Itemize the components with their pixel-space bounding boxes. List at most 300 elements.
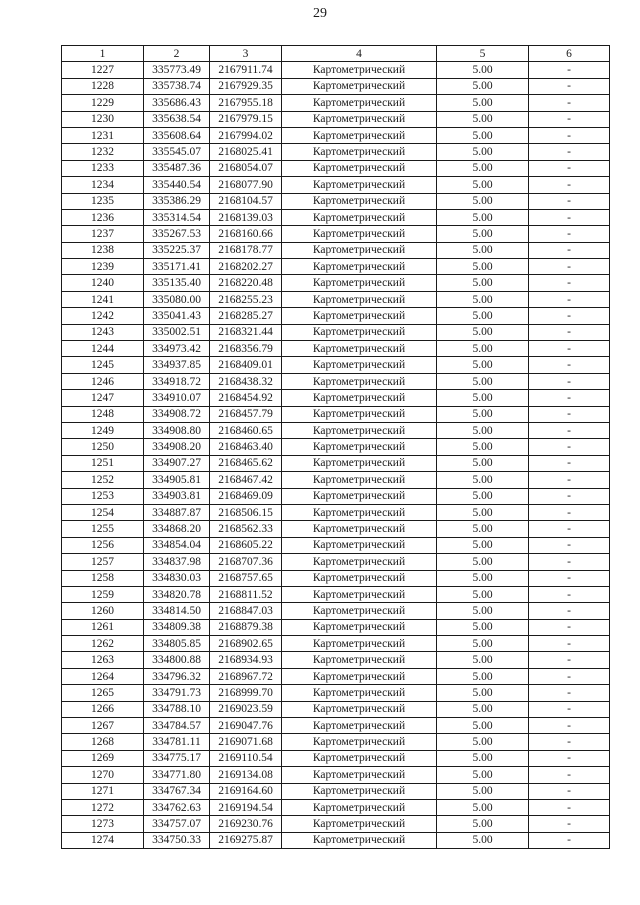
- table-row: [62, 455, 610, 471]
- coord-x-cell: 334809.38: [144, 619, 210, 635]
- coord-x-cell: 335267.53: [144, 226, 210, 242]
- coord-x-cell: 334908.20: [144, 439, 210, 455]
- coord-y-cell: 2168457.79: [210, 406, 282, 422]
- coord-y-cell: 2168934.93: [210, 652, 282, 668]
- note-cell: -: [529, 422, 610, 438]
- point-number-cell: 1238: [62, 242, 144, 258]
- accuracy-cell: 5.00: [437, 160, 529, 176]
- accuracy-cell: 5.00: [437, 685, 529, 701]
- table-row: [62, 177, 610, 193]
- method-cell: Картометрический: [282, 750, 437, 766]
- point-number-cell: 1252: [62, 472, 144, 488]
- point-number-cell: 1243: [62, 324, 144, 340]
- method-cell: Картометрический: [282, 341, 437, 357]
- method-cell: Картометрический: [282, 209, 437, 225]
- point-number-cell: 1240: [62, 275, 144, 291]
- accuracy-cell: 5.00: [437, 209, 529, 225]
- method-cell: Картометрический: [282, 193, 437, 209]
- point-number-cell: 1271: [62, 783, 144, 799]
- accuracy-cell: 5.00: [437, 390, 529, 406]
- point-number-cell: 1235: [62, 193, 144, 209]
- table-row: [62, 619, 610, 635]
- point-number-cell: 1269: [62, 750, 144, 766]
- accuracy-cell: 5.00: [437, 718, 529, 734]
- coord-y-cell: 2169164.60: [210, 783, 282, 799]
- table-row: [62, 259, 610, 275]
- note-cell: -: [529, 718, 610, 734]
- table-row: [62, 275, 610, 291]
- accuracy-cell: 5.00: [437, 570, 529, 586]
- table-row: [62, 308, 610, 324]
- point-number-cell: 1230: [62, 111, 144, 127]
- table-row: [62, 127, 610, 143]
- point-number-cell: 1261: [62, 619, 144, 635]
- point-number-cell: 1253: [62, 488, 144, 504]
- accuracy-cell: 5.00: [437, 127, 529, 143]
- point-number-cell: 1228: [62, 78, 144, 94]
- coord-y-cell: 2168999.70: [210, 685, 282, 701]
- method-cell: Картометрический: [282, 537, 437, 553]
- point-number-cell: 1229: [62, 95, 144, 111]
- accuracy-cell: 5.00: [437, 488, 529, 504]
- table-row: [62, 193, 610, 209]
- point-number-cell: 1268: [62, 734, 144, 750]
- point-number-cell: 1246: [62, 373, 144, 389]
- coord-y-cell: 2168178.77: [210, 242, 282, 258]
- table-row: [62, 603, 610, 619]
- coord-y-cell: 2169194.54: [210, 799, 282, 815]
- table-row: [62, 783, 610, 799]
- method-cell: Картометрический: [282, 422, 437, 438]
- coord-x-cell: 334820.78: [144, 586, 210, 602]
- accuracy-cell: 5.00: [437, 783, 529, 799]
- table-row: [62, 734, 610, 750]
- accuracy-cell: 5.00: [437, 619, 529, 635]
- point-number-cell: 1272: [62, 799, 144, 815]
- table-row: [62, 373, 610, 389]
- accuracy-cell: 5.00: [437, 439, 529, 455]
- accuracy-cell: 5.00: [437, 603, 529, 619]
- method-cell: Картометрический: [282, 144, 437, 160]
- coord-x-cell: 335041.43: [144, 308, 210, 324]
- method-cell: Картометрический: [282, 767, 437, 783]
- note-cell: -: [529, 537, 610, 553]
- coord-y-cell: 2169023.59: [210, 701, 282, 717]
- note-cell: -: [529, 816, 610, 832]
- note-cell: -: [529, 603, 610, 619]
- accuracy-cell: 5.00: [437, 586, 529, 602]
- coord-y-cell: 2168847.03: [210, 603, 282, 619]
- note-cell: -: [529, 177, 610, 193]
- method-cell: Картометрический: [282, 734, 437, 750]
- point-number-cell: 1249: [62, 422, 144, 438]
- note-cell: -: [529, 62, 610, 78]
- coord-x-cell: 334757.07: [144, 816, 210, 832]
- note-cell: -: [529, 406, 610, 422]
- method-cell: Картометрический: [282, 603, 437, 619]
- note-cell: -: [529, 750, 610, 766]
- coord-y-cell: 2169047.76: [210, 718, 282, 734]
- coord-x-cell: 334937.85: [144, 357, 210, 373]
- accuracy-cell: 5.00: [437, 193, 529, 209]
- method-cell: Картометрический: [282, 554, 437, 570]
- point-number-cell: 1239: [62, 259, 144, 275]
- method-cell: Картометрический: [282, 275, 437, 291]
- point-number-cell: 1256: [62, 537, 144, 553]
- point-number-cell: 1274: [62, 832, 144, 848]
- note-cell: -: [529, 209, 610, 225]
- note-cell: -: [529, 144, 610, 160]
- note-cell: -: [529, 488, 610, 504]
- table-row: [62, 341, 610, 357]
- method-cell: Картометрический: [282, 799, 437, 815]
- method-cell: Картометрический: [282, 816, 437, 832]
- point-number-cell: 1251: [62, 455, 144, 471]
- accuracy-cell: 5.00: [437, 95, 529, 111]
- point-number-cell: 1234: [62, 177, 144, 193]
- accuracy-cell: 5.00: [437, 832, 529, 848]
- table-row: [62, 439, 610, 455]
- note-cell: -: [529, 373, 610, 389]
- accuracy-cell: 5.00: [437, 291, 529, 307]
- table-row: [62, 816, 610, 832]
- method-cell: Картометрический: [282, 390, 437, 406]
- note-cell: -: [529, 832, 610, 848]
- table-row: [62, 718, 610, 734]
- note-cell: -: [529, 685, 610, 701]
- point-number-cell: 1245: [62, 357, 144, 373]
- coord-y-cell: 2168967.72: [210, 668, 282, 684]
- table-row: [62, 799, 610, 815]
- accuracy-cell: 5.00: [437, 144, 529, 160]
- coord-x-cell: 335638.54: [144, 111, 210, 127]
- table-row: [62, 537, 610, 553]
- method-cell: Картометрический: [282, 783, 437, 799]
- note-cell: -: [529, 521, 610, 537]
- coord-y-cell: 2168321.44: [210, 324, 282, 340]
- table-row: [62, 554, 610, 570]
- table-header: [62, 46, 610, 62]
- table-row: [62, 160, 610, 176]
- point-number-cell: 1236: [62, 209, 144, 225]
- table-row: [62, 291, 610, 307]
- table-row: [62, 209, 610, 225]
- point-number-cell: 1266: [62, 701, 144, 717]
- coord-y-cell: 2168054.07: [210, 160, 282, 176]
- coord-x-cell: 334771.80: [144, 767, 210, 783]
- accuracy-cell: 5.00: [437, 422, 529, 438]
- coord-y-cell: 2168104.57: [210, 193, 282, 209]
- method-cell: Картометрический: [282, 127, 437, 143]
- coord-y-cell: 2168220.48: [210, 275, 282, 291]
- table-row: [62, 406, 610, 422]
- note-cell: -: [529, 308, 610, 324]
- coord-y-cell: 2169230.76: [210, 816, 282, 832]
- note-cell: -: [529, 291, 610, 307]
- coord-y-cell: 2168077.90: [210, 177, 282, 193]
- table-row: [62, 832, 610, 848]
- coord-x-cell: 335545.07: [144, 144, 210, 160]
- coord-y-cell: 2167929.35: [210, 78, 282, 94]
- coord-x-cell: 334918.72: [144, 373, 210, 389]
- note-cell: -: [529, 652, 610, 668]
- table-row: [62, 488, 610, 504]
- coord-x-cell: 334908.72: [144, 406, 210, 422]
- note-cell: -: [529, 636, 610, 652]
- accuracy-cell: 5.00: [437, 554, 529, 570]
- method-cell: Картометрический: [282, 472, 437, 488]
- note-cell: -: [529, 259, 610, 275]
- coord-y-cell: 2167911.74: [210, 62, 282, 78]
- coord-y-cell: 2169071.68: [210, 734, 282, 750]
- table-row: [62, 357, 610, 373]
- point-number-cell: 1262: [62, 636, 144, 652]
- note-cell: -: [529, 357, 610, 373]
- method-cell: Картометрический: [282, 685, 437, 701]
- note-cell: -: [529, 127, 610, 143]
- accuracy-cell: 5.00: [437, 111, 529, 127]
- coord-x-cell: 334750.33: [144, 832, 210, 848]
- accuracy-cell: 5.00: [437, 521, 529, 537]
- note-cell: -: [529, 701, 610, 717]
- table-row: [62, 668, 610, 684]
- coord-x-cell: 334788.10: [144, 701, 210, 717]
- coord-y-cell: 2169275.87: [210, 832, 282, 848]
- table-row: [62, 652, 610, 668]
- coord-y-cell: 2168139.03: [210, 209, 282, 225]
- table-row: [62, 242, 610, 258]
- method-cell: Картометрический: [282, 259, 437, 275]
- coord-x-cell: 335171.41: [144, 259, 210, 275]
- note-cell: -: [529, 504, 610, 520]
- table-body: [62, 62, 610, 849]
- point-number-cell: 1250: [62, 439, 144, 455]
- coord-x-cell: 335773.49: [144, 62, 210, 78]
- accuracy-cell: 5.00: [437, 373, 529, 389]
- header-col-5: 5: [437, 46, 529, 62]
- note-cell: -: [529, 668, 610, 684]
- coord-x-cell: 334903.81: [144, 488, 210, 504]
- accuracy-cell: 5.00: [437, 341, 529, 357]
- coord-x-cell: 334854.04: [144, 537, 210, 553]
- table-row: [62, 390, 610, 406]
- table-row: [62, 226, 610, 242]
- accuracy-cell: 5.00: [437, 504, 529, 520]
- table-row: [62, 504, 610, 520]
- method-cell: Картометрический: [282, 636, 437, 652]
- header-col-1: 1: [62, 46, 144, 62]
- accuracy-cell: 5.00: [437, 62, 529, 78]
- coord-x-cell: 334796.32: [144, 668, 210, 684]
- coord-x-cell: 334887.87: [144, 504, 210, 520]
- point-number-cell: 1247: [62, 390, 144, 406]
- point-number-cell: 1265: [62, 685, 144, 701]
- accuracy-cell: 5.00: [437, 324, 529, 340]
- method-cell: Картометрический: [282, 439, 437, 455]
- point-number-cell: 1260: [62, 603, 144, 619]
- accuracy-cell: 5.00: [437, 799, 529, 815]
- coord-x-cell: 334910.07: [144, 390, 210, 406]
- method-cell: Картометрический: [282, 62, 437, 78]
- table-row: [62, 586, 610, 602]
- note-cell: -: [529, 783, 610, 799]
- coord-x-cell: 334830.03: [144, 570, 210, 586]
- coord-x-cell: 335608.64: [144, 127, 210, 143]
- coord-y-cell: 2168409.01: [210, 357, 282, 373]
- page-number: 29: [313, 6, 327, 21]
- point-number-cell: 1258: [62, 570, 144, 586]
- accuracy-cell: 5.00: [437, 636, 529, 652]
- method-cell: Картометрический: [282, 406, 437, 422]
- table-row: [62, 701, 610, 717]
- note-cell: -: [529, 341, 610, 357]
- point-number-cell: 1273: [62, 816, 144, 832]
- note-cell: -: [529, 111, 610, 127]
- accuracy-cell: 5.00: [437, 308, 529, 324]
- coord-y-cell: 2168025.41: [210, 144, 282, 160]
- point-number-cell: 1233: [62, 160, 144, 176]
- accuracy-cell: 5.00: [437, 406, 529, 422]
- point-number-cell: 1232: [62, 144, 144, 160]
- coord-y-cell: 2168902.65: [210, 636, 282, 652]
- coord-y-cell: 2168460.65: [210, 422, 282, 438]
- coord-y-cell: 2167955.18: [210, 95, 282, 111]
- note-cell: -: [529, 586, 610, 602]
- table-row: [62, 636, 610, 652]
- point-number-cell: 1267: [62, 718, 144, 734]
- method-cell: Картометрический: [282, 242, 437, 258]
- accuracy-cell: 5.00: [437, 750, 529, 766]
- method-cell: Картометрический: [282, 357, 437, 373]
- coord-x-cell: 335738.74: [144, 78, 210, 94]
- table-row: [62, 62, 610, 78]
- method-cell: Картометрический: [282, 324, 437, 340]
- method-cell: Картометрический: [282, 226, 437, 242]
- accuracy-cell: 5.00: [437, 472, 529, 488]
- table-row: [62, 95, 610, 111]
- coord-x-cell: 335686.43: [144, 95, 210, 111]
- coord-y-cell: 2168454.92: [210, 390, 282, 406]
- coord-x-cell: 334868.20: [144, 521, 210, 537]
- note-cell: -: [529, 472, 610, 488]
- table-row: [62, 472, 610, 488]
- accuracy-cell: 5.00: [437, 275, 529, 291]
- coord-y-cell: 2167994.02: [210, 127, 282, 143]
- accuracy-cell: 5.00: [437, 816, 529, 832]
- header-col-4: 4: [282, 46, 437, 62]
- coord-x-cell: 335314.54: [144, 209, 210, 225]
- method-cell: Картометрический: [282, 832, 437, 848]
- point-number-cell: 1237: [62, 226, 144, 242]
- coord-y-cell: 2168506.15: [210, 504, 282, 520]
- method-cell: Картометрический: [282, 177, 437, 193]
- header-row: [62, 46, 610, 62]
- method-cell: Картометрический: [282, 619, 437, 635]
- note-cell: -: [529, 193, 610, 209]
- note-cell: -: [529, 390, 610, 406]
- coord-x-cell: 334908.80: [144, 422, 210, 438]
- coord-y-cell: 2168463.40: [210, 439, 282, 455]
- coord-y-cell: 2168707.36: [210, 554, 282, 570]
- table-row: [62, 422, 610, 438]
- coord-x-cell: 334973.42: [144, 341, 210, 357]
- coord-y-cell: 2168465.62: [210, 455, 282, 471]
- method-cell: Картометрический: [282, 504, 437, 520]
- note-cell: -: [529, 324, 610, 340]
- table-row: [62, 570, 610, 586]
- note-cell: -: [529, 275, 610, 291]
- coord-x-cell: 334784.57: [144, 718, 210, 734]
- note-cell: -: [529, 619, 610, 635]
- coord-x-cell: 335002.51: [144, 324, 210, 340]
- method-cell: Картометрический: [282, 373, 437, 389]
- coord-y-cell: 2168469.09: [210, 488, 282, 504]
- coord-x-cell: 335135.40: [144, 275, 210, 291]
- accuracy-cell: 5.00: [437, 226, 529, 242]
- point-number-cell: 1248: [62, 406, 144, 422]
- coord-y-cell: 2168467.42: [210, 472, 282, 488]
- point-number-cell: 1227: [62, 62, 144, 78]
- coord-x-cell: 334767.34: [144, 783, 210, 799]
- point-number-cell: 1231: [62, 127, 144, 143]
- note-cell: -: [529, 570, 610, 586]
- note-cell: -: [529, 95, 610, 111]
- accuracy-cell: 5.00: [437, 701, 529, 717]
- header-col-2: 2: [144, 46, 210, 62]
- table-row: [62, 767, 610, 783]
- note-cell: -: [529, 242, 610, 258]
- accuracy-cell: 5.00: [437, 242, 529, 258]
- point-number-cell: 1259: [62, 586, 144, 602]
- coord-x-cell: 335225.37: [144, 242, 210, 258]
- accuracy-cell: 5.00: [437, 734, 529, 750]
- method-cell: Картометрический: [282, 111, 437, 127]
- coord-y-cell: 2168438.32: [210, 373, 282, 389]
- coord-x-cell: 334800.88: [144, 652, 210, 668]
- table-row: [62, 685, 610, 701]
- method-cell: Картометрический: [282, 308, 437, 324]
- method-cell: Картометрический: [282, 668, 437, 684]
- coord-x-cell: 334791.73: [144, 685, 210, 701]
- method-cell: Картометрический: [282, 586, 437, 602]
- coord-x-cell: 335487.36: [144, 160, 210, 176]
- accuracy-cell: 5.00: [437, 652, 529, 668]
- accuracy-cell: 5.00: [437, 177, 529, 193]
- method-cell: Картометрический: [282, 488, 437, 504]
- coord-y-cell: 2167979.15: [210, 111, 282, 127]
- coord-x-cell: 335386.29: [144, 193, 210, 209]
- coord-x-cell: 334781.11: [144, 734, 210, 750]
- coord-x-cell: 334907.27: [144, 455, 210, 471]
- coord-x-cell: 334905.81: [144, 472, 210, 488]
- coord-y-cell: 2168757.65: [210, 570, 282, 586]
- method-cell: Картометрический: [282, 78, 437, 94]
- point-number-cell: 1257: [62, 554, 144, 570]
- coord-x-cell: 334775.17: [144, 750, 210, 766]
- coord-y-cell: 2169134.08: [210, 767, 282, 783]
- note-cell: -: [529, 799, 610, 815]
- coord-y-cell: 2168811.52: [210, 586, 282, 602]
- point-number-cell: 1270: [62, 767, 144, 783]
- accuracy-cell: 5.00: [437, 259, 529, 275]
- table-row: [62, 750, 610, 766]
- note-cell: -: [529, 78, 610, 94]
- accuracy-cell: 5.00: [437, 455, 529, 471]
- coord-y-cell: 2168255.23: [210, 291, 282, 307]
- method-cell: Картометрический: [282, 718, 437, 734]
- method-cell: Картометрический: [282, 652, 437, 668]
- note-cell: -: [529, 734, 610, 750]
